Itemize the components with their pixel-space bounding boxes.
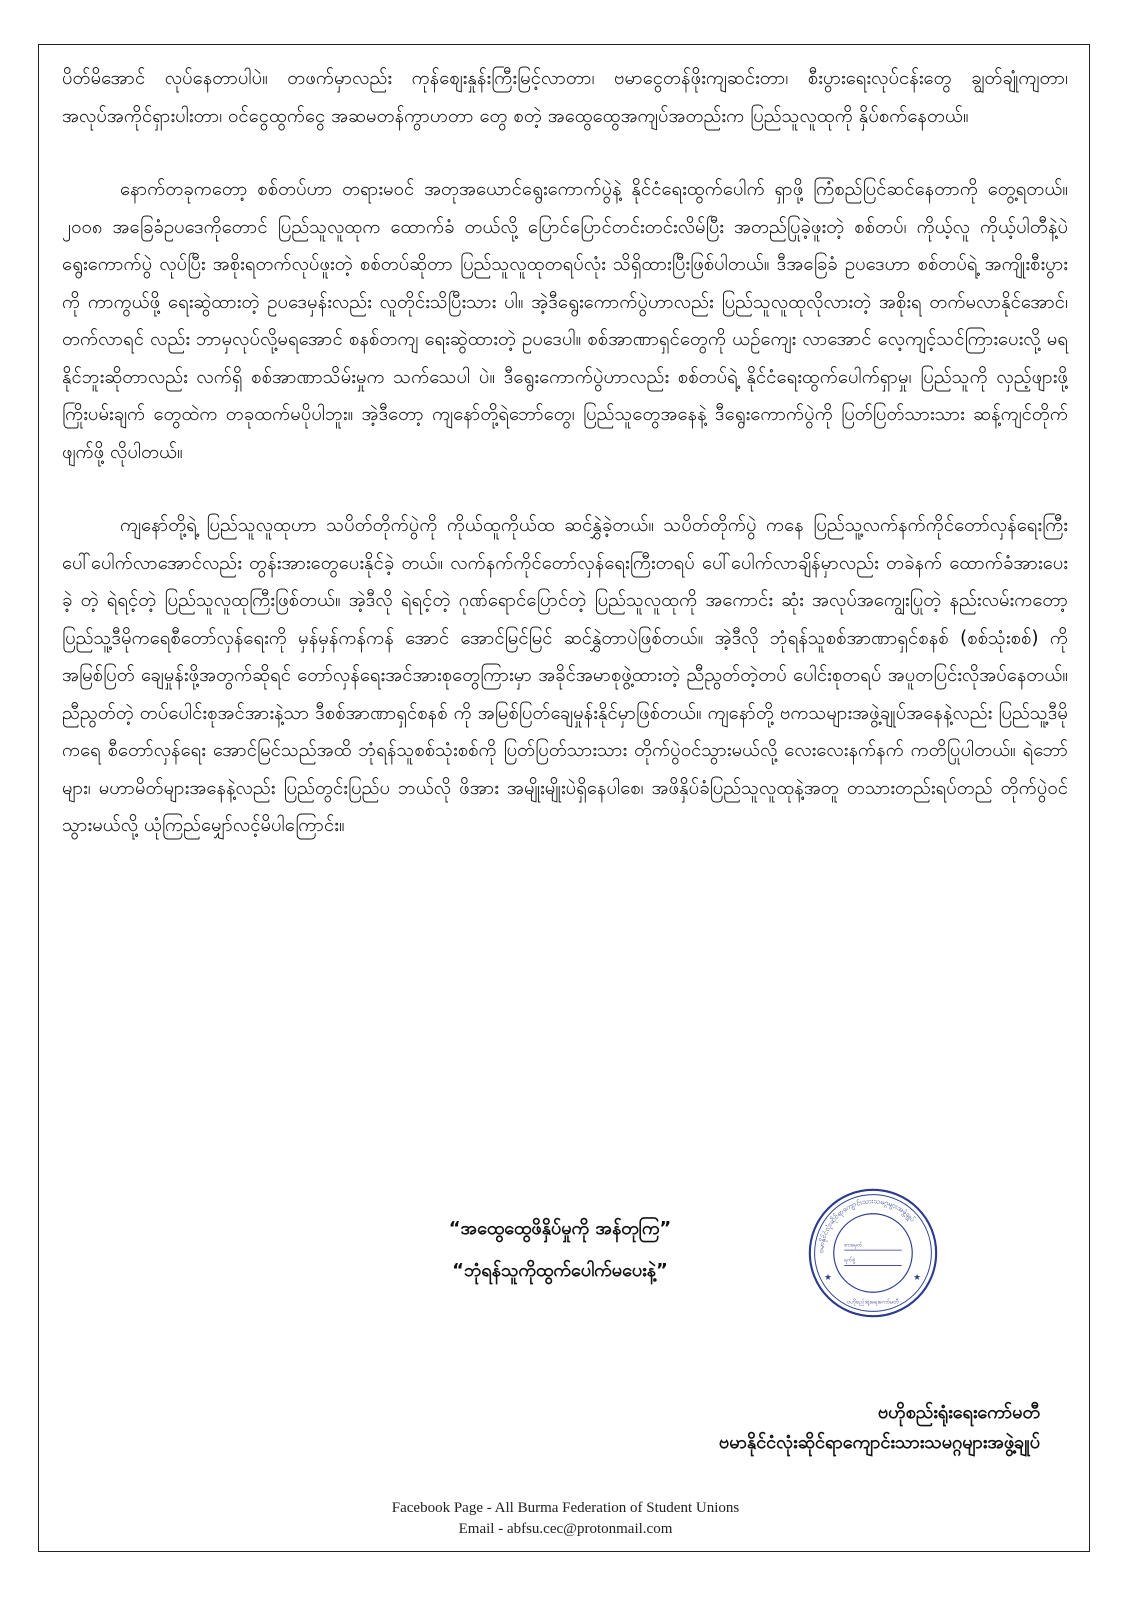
signature-block [500, 1398, 1040, 1458]
signature-committee: ဗဟိုစည်းရုံးရေးကော်မတီ [877, 1402, 1040, 1423]
footer [0, 1498, 1131, 1540]
slogan-1: “အထွေထွေဖိနှိပ်မှုကို အန်တုကြ” [448, 1218, 672, 1239]
seal-star-right-icon: ★ [913, 1272, 921, 1283]
footer-email: Email - abfsu.cec@protonmail.com [458, 1521, 673, 1537]
seal-ring-text: ဗမာနိုင်ငံလုံးဆိုင်ရာကျောင်းသားသမဂ္ဂများအဖွဲ့ချုပ် [817, 1196, 917, 1254]
paragraph-2: နောက်တခုကတော့ စစ်တပ်ဟာ တရားမဝင် အတုအယောင်ရွေးကောက်ပွဲနဲ့ နိုင်ငံရေးထွက်ပေါက် ရှာဖို့ ကြံစည်ပြင်ဆင်နေတာကို တွေ့ရတယ်။ ၂၀၀၈ အခြေခံဥပဒေကိုတောင် ပြည်သူလူထုက ထောက်ခံ တယ်လို့ ပြောင်ပြောင်တင်းတင်းလိမ်ပြီး အတည်ပြုခဲ့ဖူးတဲ့ စစ်တပ်၊ ကိုယ့်လူ ကိုယ့်ပါတီနဲ့ပဲ ရွေးကောက်ပွဲ လုပ်ပြီး အစိုးရတက်လုပ်ဖူးတဲ့ စစ်တပ်ဆိုတာ ပြည်သူလူထုတရပ်လုံး သိရှိထားပြီးဖြစ်ပါတယ်။ ဒီအခြေခံ ဥပဒေဟာ စစ်တပ်ရဲ့ အကျိုးစီးပွားကို ကာကွယ်ဖို့ ရေးဆွဲထားတဲ့ ဥပဒေမှန်းလည်း လူတိုင်းသိပြီးသား ပါ။ အဲ့ဒီရွေးကောက်ပွဲဟာလည်း ပြည်သူလူထုလိုလားတဲ့ အစိုးရ တက်မလာနိုင်အောင်၊ တက်လာရင် လည်း ဘာမှလုပ်လို့မရအောင် စနစ်တကျ ရေးဆွဲထားတဲ့ ဥပဒေပါ။ စစ်အာဏာရှင်တွေကို ယဉ်ကျေး လာအောင် လေ့ကျင့်သင်ကြားပေးလို့ မရနိုင်ဘူးဆိုတာလည်း လက်ရှိ စစ်အာဏာသိမ်းမှုက သက်သေပါ ပဲ။ ဒီရွေးကောက်ပွဲဟာလည်း စစ်တပ်ရဲ့ နိုင်ငံရေးထွက်ပေါက်ရှာမှု၊ ပြည်သူကို လှည့်ဖျားဖို့ ကြိုးပမ်းချက် တွေထဲက တခုထက်မပိုပါဘူး။ အဲ့ဒီတော့ ကျနော်တို့ရဲဘော်တွေ၊ ပြည်သူတွေအနေနဲ့ ဒီရွေးကောက်ပွဲကို ပြတ်ပြတ်သားသား ဆန့်ကျင်တိုက်ဖျက်ဖို့ လိုပါတယ်။ [62, 179, 1068, 463]
slogans [380, 1208, 740, 1292]
paragraph-1: ပိတ်မိအောင် လုပ်နေတာပါပဲ။ တဖက်မှာလည်း ကုန်စျေးနှုန်းကြီးမြင့်လာတာ၊ ဗမာငွေတန်ဖိုးကျဆင်းတာ၊ စီးပွားရေးလုပ်ငန်းတွေ ချွတ်ချုံကျတာ၊ အလုပ်အကိုင်ရှားပါးတာ၊ ဝင်ငွေထွက်ငွေ အဆမတန်ကွာဟတာ တွေ စတဲ့ အထွေထွေအကျပ်အတည်းက ပြည်သူလူထုကို နှိပ်စက်နေတယ်။ [62, 68, 1068, 127]
organization-seal [806, 1186, 940, 1320]
seal-bottom-text: ဗဟိုစည်းရုံးရေးကော်မတီ [847, 1299, 899, 1306]
slogan-2: “ဘုံရန်သူကိုထွက်ပေါက်မပေးနဲ့” [452, 1260, 668, 1281]
footer-facebook: Facebook Page - All Burma Federation of Student Unions [391, 1500, 740, 1516]
signature-organization: ဗမာနိုင်ငံလုံးဆိုင်ရာကျောင်းသားသမဂ္ဂများအဖွဲ့ချုပ် [718, 1432, 1040, 1453]
seal-star-left-icon: ★ [824, 1272, 832, 1283]
paragraph-3: ကျနော်တို့ရဲ့ ပြည်သူလူထုဟာ သပိတ်တိုက်ပွဲကို ကိုယ်ထူကိုယ်ထ ဆင်နွှဲခဲ့တယ်။ သပိတ်တိုက်ပွဲ ကနေ ပြည်သူ့လက်နက်ကိုင်တော်လှန်ရေးကြီး ပေါ်ပေါက်လာအောင်လည်း တွန်းအားတွေပေးနိုင်ခဲ့ တယ်။ လက်နက်ကိုင်တော်လှန်ရေးကြီးတရပ် ပေါ်ပေါက်လာချိန်မှာလည်း တခဲနက် ထောက်ခံအားပေးခဲ့ တဲ့ ရဲရင့်တဲ့ ပြည်သူလူထုကြီးဖြစ်တယ်။ အဲ့ဒီလို ရဲရင့်တဲ့ ဂုဏ်ရောင်ပြောင်တဲ့ ပြည်သူလူထုကို အကောင်း ဆုံး အလုပ်အကျွေးပြုတဲ့ နည်းလမ်းကတော့ ပြည်သူ့ဒီမိုကရေစီတော်လှန်ရေးကို မှန်မှန်ကန်ကန် အောင် အောင်မြင်မြင် ဆင်နွှဲတာပဲဖြစ်တယ်။ အဲ့ဒီလို ဘုံရန်သူစစ်အာဏာရှင်စနစ် (စစ်သုံးစစ်) ကို အမြစ်ပြတ် ချေမှုန်းဖို့အတွက်ဆိုရင် တော်လှန်ရေးအင်အားစုတွေကြားမှာ အခိုင်အမာစုဖွဲ့ထားတဲ့ ညီညွတ်တဲ့တပ် ပေါင်းစုတရပ် အပူတပြင်းလိုအပ်နေတယ်။ ညီညွတ်တဲ့ တပ်ပေါင်းစုအင်အားနဲ့သာ ဒီစစ်အာဏာရှင်စနစ် ကို အမြစ်ပြတ်ချေမှုန်းနိုင်မှာဖြစ်တယ်။ ကျနော်တို့ ဗကသများအဖွဲ့ချုပ်အနေနဲ့လည်း ပြည်သူ့ဒီမိုကရေ စီတော်လှန်ရေး အောင်မြင်သည်အထိ ဘုံရန်သူစစ်သုံးစစ်ကို ပြတ်ပြတ်သားသား တိုက်ပွဲဝင်သွားမယ်လို့ လေးလေးနက်နက် ကတိပြုပါတယ်။ ရဲဘော်များ၊ မဟာမိတ်များအနေနဲ့လည်း ပြည်တွင်းပြည်ပ ဘယ်လို ဖိအား အမျိုးမျိုးပဲရှိနေပါစေ၊ အဖိနှိပ်ခံပြည်သူလူထုနဲ့အတူ တသားတည်းရပ်တည် တိုက်ပွဲဝင်သွားမယ်လို့ ယုံကြည်မျှော်လင့်မိပါကြောင်း။ [62, 515, 1068, 836]
seal-date-label: ရက်စွဲ [844, 1257, 856, 1264]
seal-ref-label: စာအမှတ် [844, 1242, 863, 1249]
letter-body [62, 60, 1068, 845]
